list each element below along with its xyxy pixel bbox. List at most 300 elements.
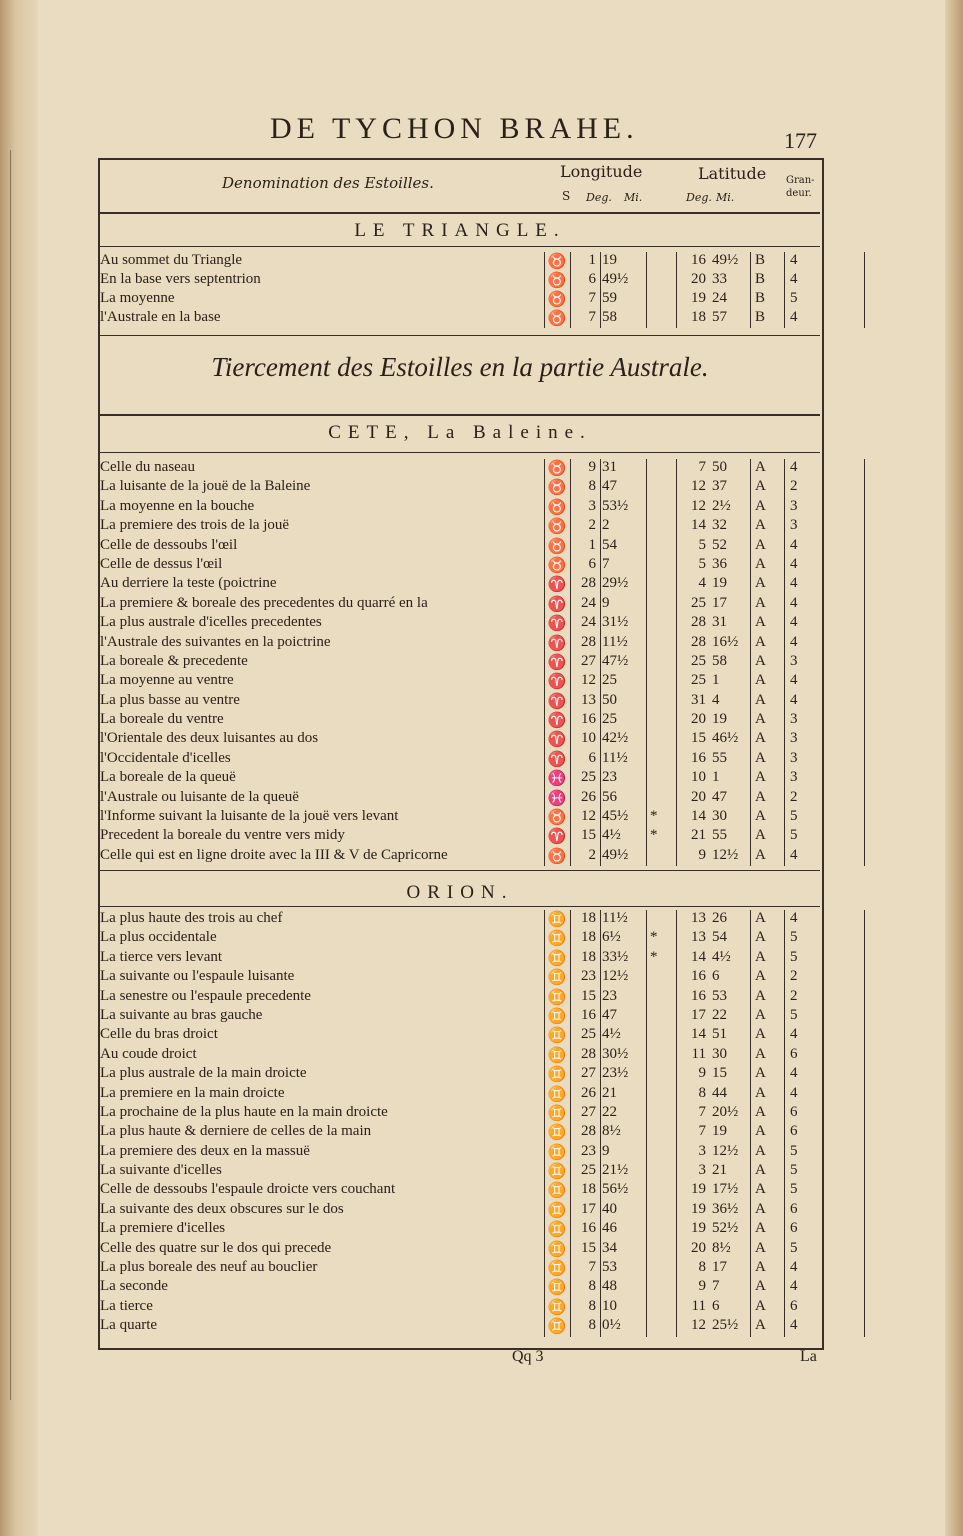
- latitude-degrees: 12: [691, 497, 706, 514]
- sign-glyph: ♉: [547, 311, 567, 327]
- latitude-minutes: 55: [712, 749, 727, 766]
- latitude-minutes: 19: [712, 711, 727, 728]
- column-rule: [784, 252, 785, 328]
- latitude-minutes: 51: [712, 1026, 727, 1043]
- star-name: La premiere & boreale des precedentes du quarré en la: [100, 594, 428, 611]
- sign-glyph: ♈: [547, 829, 567, 846]
- col-lat-deg-heading: Deg.: [686, 191, 712, 204]
- table-row: [100, 1259, 820, 1278]
- latitude-degrees: 14: [691, 808, 706, 825]
- longitude-degrees: 8: [588, 1317, 596, 1334]
- sign-glyph: ♊: [547, 1144, 567, 1161]
- magnitude: 3: [790, 497, 798, 514]
- latitude-minutes: 55: [712, 827, 727, 844]
- table-row: [100, 459, 820, 478]
- star-name: La suivante ou l'espaule luisante: [100, 968, 295, 985]
- latitude-minutes: 30: [712, 1045, 727, 1062]
- longitude-minutes: 53: [602, 1259, 617, 1276]
- column-rule: [600, 252, 601, 328]
- sign-glyph: ♊: [547, 1222, 567, 1239]
- table-row: [100, 1298, 820, 1317]
- sign-glyph: ♊: [547, 1008, 567, 1025]
- table-row: [100, 653, 820, 672]
- star-name: l'Orientale des deux luisantes au dos: [100, 730, 319, 747]
- star-name: La boreale de la queuë: [100, 769, 236, 786]
- longitude-minutes: 21½: [602, 1162, 629, 1179]
- star-name: Celle du bras droict: [100, 1026, 218, 1043]
- star-name: l'Australe ou luisante de la queuë: [100, 788, 299, 805]
- magnitude: 2: [790, 788, 798, 805]
- magnitude: 3: [790, 749, 798, 766]
- sign-glyph: ♉: [547, 519, 567, 536]
- longitude-degrees: 27: [581, 1065, 596, 1082]
- longitude-degrees: 16: [581, 711, 596, 728]
- latitude-minutes: 36½: [712, 1200, 739, 1217]
- longitude-minutes: 2: [602, 517, 610, 534]
- magnitude: 4: [790, 1084, 798, 1101]
- table-row: [100, 672, 820, 691]
- star-name: La boreale & precedente: [100, 652, 248, 669]
- table-row: [100, 847, 820, 866]
- latitude-minutes: 37: [712, 478, 727, 495]
- magnitude: 5: [790, 948, 798, 965]
- longitude-minutes: 33½: [602, 948, 629, 965]
- col-min-heading: Mi.: [624, 191, 643, 204]
- longitude-degrees: 15: [581, 827, 596, 844]
- table-row: [100, 769, 820, 788]
- latitude-direction: A: [755, 1162, 766, 1179]
- section-rule: [100, 906, 820, 907]
- table-row: [100, 827, 820, 846]
- latitude-minutes: 2½: [712, 497, 731, 514]
- sign-glyph: ♉: [547, 810, 567, 827]
- latitude-direction: A: [755, 788, 766, 805]
- latitude-direction: A: [755, 1084, 766, 1101]
- header-rule: [100, 212, 820, 214]
- page-number: 177: [784, 128, 817, 153]
- latitude-degrees: 20: [691, 788, 706, 805]
- longitude-degrees: 2: [588, 517, 596, 534]
- latitude-minutes: 52: [712, 536, 727, 553]
- longitude-degrees: 8: [588, 1278, 596, 1295]
- sign-glyph: ♓: [547, 771, 567, 788]
- latitude-minutes: 19: [712, 1123, 727, 1140]
- longitude-degrees: 18: [581, 948, 596, 965]
- latitude-direction: A: [755, 1006, 766, 1023]
- latitude-degrees: 7: [698, 1103, 706, 1120]
- latitude-direction: A: [755, 948, 766, 965]
- latitude-degrees: 21: [691, 827, 706, 844]
- latitude-minutes: 53: [712, 987, 727, 1004]
- table-row: [100, 1026, 820, 1045]
- latitude-direction: A: [755, 497, 766, 514]
- longitude-minutes: 54: [602, 536, 617, 553]
- star-name: La plus basse au ventre: [100, 691, 240, 708]
- section-rule: [100, 414, 820, 416]
- latitude-minutes: 1: [712, 672, 720, 689]
- longitude-degrees: 2: [588, 846, 596, 863]
- orion-rows: [100, 910, 820, 1337]
- sign-glyph: ♉: [547, 292, 567, 308]
- longitude-degrees: 1: [588, 536, 596, 553]
- magnitude: 6: [790, 1297, 798, 1314]
- table-row: [100, 789, 820, 808]
- column-rule: [600, 459, 601, 866]
- longitude-degrees: 25: [581, 1162, 596, 1179]
- table-row: [100, 1201, 820, 1220]
- col-latitude-heading: Latitude: [698, 164, 767, 183]
- magnitude: 5: [790, 1142, 798, 1159]
- magnitude: 4: [790, 271, 798, 287]
- latitude-minutes: 44: [712, 1084, 727, 1101]
- star-name: La suivante des deux obscures sur le dos: [100, 1200, 344, 1217]
- table-row: [100, 290, 820, 309]
- table-row: [100, 808, 820, 827]
- table-row: [100, 750, 820, 769]
- latitude-degrees: 9: [698, 1065, 706, 1082]
- star-name: l'Informe suivant la luisante de la jouë vers levant: [100, 808, 399, 825]
- column-rule: [600, 910, 601, 1337]
- latitude-direction: A: [755, 1065, 766, 1082]
- longitude-degrees: 28: [581, 633, 596, 650]
- longitude-degrees: 16: [581, 1006, 596, 1023]
- latitude-degrees: 14: [691, 948, 706, 965]
- latitude-direction: A: [755, 1045, 766, 1062]
- latitude-degrees: 4: [698, 575, 706, 592]
- longitude-minutes: 9: [602, 1142, 610, 1159]
- latitude-direction: A: [755, 614, 766, 631]
- latitude-direction: B: [755, 271, 766, 287]
- longitude-minutes: 40: [602, 1200, 617, 1217]
- sign-glyph: ♈: [547, 616, 567, 633]
- sign-glyph: ♊: [547, 1047, 567, 1064]
- sign-glyph: ♊: [547, 1183, 567, 1200]
- latitude-degrees: 12: [691, 1317, 706, 1334]
- longitude-minutes: 56: [602, 788, 617, 805]
- latitude-direction: A: [755, 536, 766, 553]
- latitude-degrees: 16: [691, 252, 706, 268]
- magnitude: 4: [790, 910, 798, 926]
- sign-glyph: ♉: [547, 480, 567, 497]
- magnitude: 5: [790, 929, 798, 946]
- star-name: l'Australe des suivantes en la poictrine: [100, 633, 331, 650]
- magnitude: 5: [790, 827, 798, 844]
- latitude-direction: A: [755, 808, 766, 825]
- latitude-direction: A: [755, 827, 766, 844]
- longitude-minutes: 45½: [602, 808, 629, 825]
- sign-glyph: ♊: [547, 950, 567, 967]
- longitude-minutes: 23: [602, 769, 617, 786]
- table-row: [100, 1220, 820, 1239]
- star-name: La moyenne au ventre: [100, 672, 234, 689]
- longitude-degrees: 8: [588, 1297, 596, 1314]
- longitude-degrees: 26: [581, 1084, 596, 1101]
- star-name: La plus australe d'icelles precedentes: [100, 614, 322, 631]
- table-row: [100, 498, 820, 517]
- longitude-degrees: 8: [588, 478, 596, 495]
- latitude-direction: A: [755, 1181, 766, 1198]
- magnitude: 4: [790, 691, 798, 708]
- latitude-minutes: 20½: [712, 1103, 739, 1120]
- longitude-minutes: 23½: [602, 1065, 629, 1082]
- magnitude: 5: [790, 1181, 798, 1198]
- table-row: [100, 556, 820, 575]
- star-name: Au derriere la teste (poictrine: [100, 575, 277, 592]
- longitude-minutes: 31: [602, 459, 617, 475]
- longitude-degrees: 24: [581, 614, 596, 631]
- magnitude: 4: [790, 633, 798, 650]
- star-name: La tierce: [100, 1297, 153, 1314]
- sign-glyph: ♉: [547, 848, 567, 865]
- star-name: La plus occidentale: [100, 929, 217, 946]
- latitude-minutes: 31: [712, 614, 727, 631]
- latitude-direction: B: [755, 252, 766, 268]
- latitude-direction: B: [755, 290, 766, 306]
- latitude-minutes: 52½: [712, 1220, 739, 1237]
- longitude-minutes: 56½: [602, 1181, 629, 1198]
- latitude-degrees: 25: [691, 652, 706, 669]
- sign-glyph: ♉: [547, 273, 567, 289]
- table-row: [100, 730, 820, 749]
- table-row: [100, 478, 820, 497]
- sign-glyph: ♈: [547, 596, 567, 613]
- longitude-minutes: 31½: [602, 614, 629, 631]
- magnitude: 5: [790, 1239, 798, 1256]
- latitude-degrees: 13: [691, 910, 706, 926]
- star-name: La premiere des trois de la jouë: [100, 517, 290, 534]
- longitude-minutes: 4½: [602, 1026, 621, 1043]
- sign-glyph: ♊: [547, 1202, 567, 1219]
- longitude-degrees: 9: [588, 459, 596, 475]
- star-name: La plus australe de la main droicte: [100, 1065, 307, 1082]
- star-name: Celle du naseau: [100, 459, 195, 475]
- magnitude: 4: [790, 846, 798, 863]
- column-rule: [570, 252, 571, 328]
- table-row: [100, 614, 820, 633]
- sign-glyph: ♊: [547, 1319, 567, 1336]
- sign-glyph: ♈: [547, 693, 567, 710]
- latitude-direction: A: [755, 691, 766, 708]
- sign-glyph: ♊: [547, 1241, 567, 1258]
- latitude-direction: A: [755, 652, 766, 669]
- latitude-direction: A: [755, 594, 766, 611]
- latitude-degrees: 20: [691, 271, 706, 287]
- latitude-minutes: 54: [712, 929, 727, 946]
- nebula-mark: *: [650, 808, 658, 825]
- page-edge: [945, 0, 963, 1536]
- table-row: [100, 692, 820, 711]
- longitude-degrees: 17: [581, 1200, 596, 1217]
- table-row: [100, 1104, 820, 1123]
- latitude-degrees: 9: [698, 1278, 706, 1295]
- longitude-degrees: 16: [581, 1220, 596, 1237]
- latitude-degrees: 9: [698, 846, 706, 863]
- sign-glyph: ♊: [547, 1067, 567, 1084]
- star-name: La premiere en la main droicte: [100, 1084, 285, 1101]
- latitude-degrees: 28: [691, 614, 706, 631]
- table-row: [100, 1085, 820, 1104]
- longitude-minutes: 53½: [602, 497, 629, 514]
- magnitude: 6: [790, 1200, 798, 1217]
- sign-glyph: ♈: [547, 577, 567, 594]
- column-rule: [864, 910, 865, 1337]
- longitude-degrees: 28: [581, 1123, 596, 1140]
- sign-glyph: ♊: [547, 1261, 567, 1278]
- longitude-minutes: 48: [602, 1278, 617, 1295]
- latitude-direction: A: [755, 672, 766, 689]
- latitude-degrees: 18: [691, 309, 706, 325]
- sign-glyph: ♉: [547, 499, 567, 516]
- column-rule: [646, 252, 647, 328]
- sign-glyph: ♓: [547, 790, 567, 807]
- latitude-direction: A: [755, 1259, 766, 1276]
- col-longitude-heading: Longitude: [560, 162, 643, 181]
- col-name-heading: Denomination des Estoilles.: [222, 174, 434, 192]
- sign-glyph: ♊: [547, 1280, 567, 1297]
- latitude-minutes: 8½: [712, 1239, 731, 1256]
- running-head: DE TYCHON BRAHE.: [270, 112, 639, 145]
- latitude-minutes: 17: [712, 1259, 727, 1276]
- longitude-degrees: 12: [581, 672, 596, 689]
- magnitude: 4: [790, 555, 798, 572]
- latitude-direction: A: [755, 846, 766, 863]
- latitude-minutes: 30: [712, 808, 727, 825]
- section-rule: [100, 452, 820, 453]
- latitude-direction: A: [755, 968, 766, 985]
- latitude-direction: A: [755, 1239, 766, 1256]
- latitude-direction: A: [755, 1297, 766, 1314]
- longitude-degrees: 23: [581, 1142, 596, 1159]
- sign-glyph: ♈: [547, 713, 567, 730]
- star-name: La plus boreale des neuf au bouclier: [100, 1259, 318, 1276]
- signature-mark: Qq 3: [512, 1348, 544, 1365]
- latitude-minutes: 15: [712, 1065, 727, 1082]
- sign-glyph: ♈: [547, 635, 567, 652]
- magnitude: 3: [790, 517, 798, 534]
- longitude-degrees: 12: [581, 808, 596, 825]
- latitude-direction: A: [755, 633, 766, 650]
- latitude-direction: A: [755, 1103, 766, 1120]
- star-name: La plus haute des trois au chef: [100, 910, 283, 926]
- latitude-minutes: 6: [712, 1297, 720, 1314]
- catchword: La: [800, 1348, 817, 1365]
- magnitude: 3: [790, 711, 798, 728]
- table-row: [100, 1046, 820, 1065]
- sign-glyph: ♊: [547, 1299, 567, 1316]
- latitude-degrees: 16: [691, 968, 706, 985]
- latitude-degrees: 20: [691, 711, 706, 728]
- sign-glyph: ♈: [547, 751, 567, 768]
- magnitude: 4: [790, 1317, 798, 1334]
- column-rule: [750, 252, 751, 328]
- latitude-direction: A: [755, 910, 766, 926]
- magnitude: 4: [790, 672, 798, 689]
- latitude-direction: A: [755, 929, 766, 946]
- sign-glyph: ♉: [547, 461, 567, 477]
- latitude-direction: B: [755, 309, 766, 325]
- longitude-minutes: 10: [602, 1297, 617, 1314]
- magnitude: 5: [790, 1162, 798, 1179]
- latitude-degrees: 16: [691, 987, 706, 1004]
- table-row: [100, 968, 820, 987]
- column-rule: [646, 459, 647, 866]
- cete-rows: [100, 459, 820, 866]
- column-rule: [676, 910, 677, 1337]
- latitude-degrees: 3: [698, 1162, 706, 1179]
- column-rule: [646, 910, 647, 1337]
- longitude-minutes: 22: [602, 1103, 617, 1120]
- latitude-degrees: 19: [691, 1200, 706, 1217]
- longitude-minutes: 0½: [602, 1317, 621, 1334]
- latitude-degrees: 10: [691, 769, 706, 786]
- latitude-degrees: 5: [698, 555, 706, 572]
- table-row: [100, 949, 820, 968]
- table-row: [100, 271, 820, 290]
- latitude-minutes: 57: [712, 309, 727, 325]
- latitude-minutes: 33: [712, 271, 727, 287]
- longitude-minutes: 19: [602, 252, 617, 268]
- column-rule: [750, 459, 751, 866]
- longitude-minutes: 34: [602, 1239, 617, 1256]
- latitude-direction: A: [755, 517, 766, 534]
- section-title-cete: CETE, La Baleine.: [328, 422, 592, 443]
- latitude-degrees: 13: [691, 929, 706, 946]
- longitude-minutes: 11½: [602, 910, 628, 926]
- latitude-direction: A: [755, 1200, 766, 1217]
- latitude-direction: A: [755, 987, 766, 1004]
- column-rule: [750, 910, 751, 1337]
- longitude-degrees: 7: [588, 1259, 596, 1276]
- magnitude: 4: [790, 1026, 798, 1043]
- longitude-minutes: 30½: [602, 1045, 629, 1062]
- latitude-direction: A: [755, 1220, 766, 1237]
- latitude-degrees: 8: [698, 1259, 706, 1276]
- star-name: Au sommet du Triangle: [100, 252, 243, 268]
- nebula-mark: *: [650, 827, 658, 844]
- triangle-rows: [100, 252, 820, 328]
- column-rule: [544, 252, 545, 328]
- longitude-minutes: 50: [602, 691, 617, 708]
- star-name: La tierce vers levant: [100, 948, 223, 965]
- longitude-degrees: 24: [581, 594, 596, 611]
- table-row: [100, 1240, 820, 1259]
- latitude-minutes: 17½: [712, 1181, 739, 1198]
- table-row: [100, 1278, 820, 1297]
- section-title-orion: ORION.: [406, 882, 514, 903]
- latitude-minutes: 21: [712, 1162, 727, 1179]
- magnitude: 4: [790, 1278, 798, 1295]
- nebula-mark: *: [650, 929, 658, 946]
- sign-glyph: ♊: [547, 989, 567, 1006]
- magnitude: 3: [790, 769, 798, 786]
- latitude-direction: A: [755, 1278, 766, 1295]
- section-title-triangle: LE TRIANGLE.: [354, 220, 566, 241]
- latitude-degrees: 15: [691, 730, 706, 747]
- column-rule: [544, 459, 545, 866]
- sign-glyph: ♊: [547, 1105, 567, 1122]
- latitude-direction: A: [755, 555, 766, 572]
- magnitude: 6: [790, 1123, 798, 1140]
- latitude-degrees: 14: [691, 517, 706, 534]
- longitude-minutes: 25: [602, 672, 617, 689]
- latitude-minutes: 7: [712, 1278, 720, 1295]
- table-row: [100, 1007, 820, 1026]
- latitude-minutes: 25½: [712, 1317, 739, 1334]
- star-name: La moyenne en la bouche: [100, 497, 255, 514]
- longitude-minutes: 12½: [602, 968, 629, 985]
- star-name: La suivante d'icelles: [100, 1162, 222, 1179]
- column-rule: [864, 459, 865, 866]
